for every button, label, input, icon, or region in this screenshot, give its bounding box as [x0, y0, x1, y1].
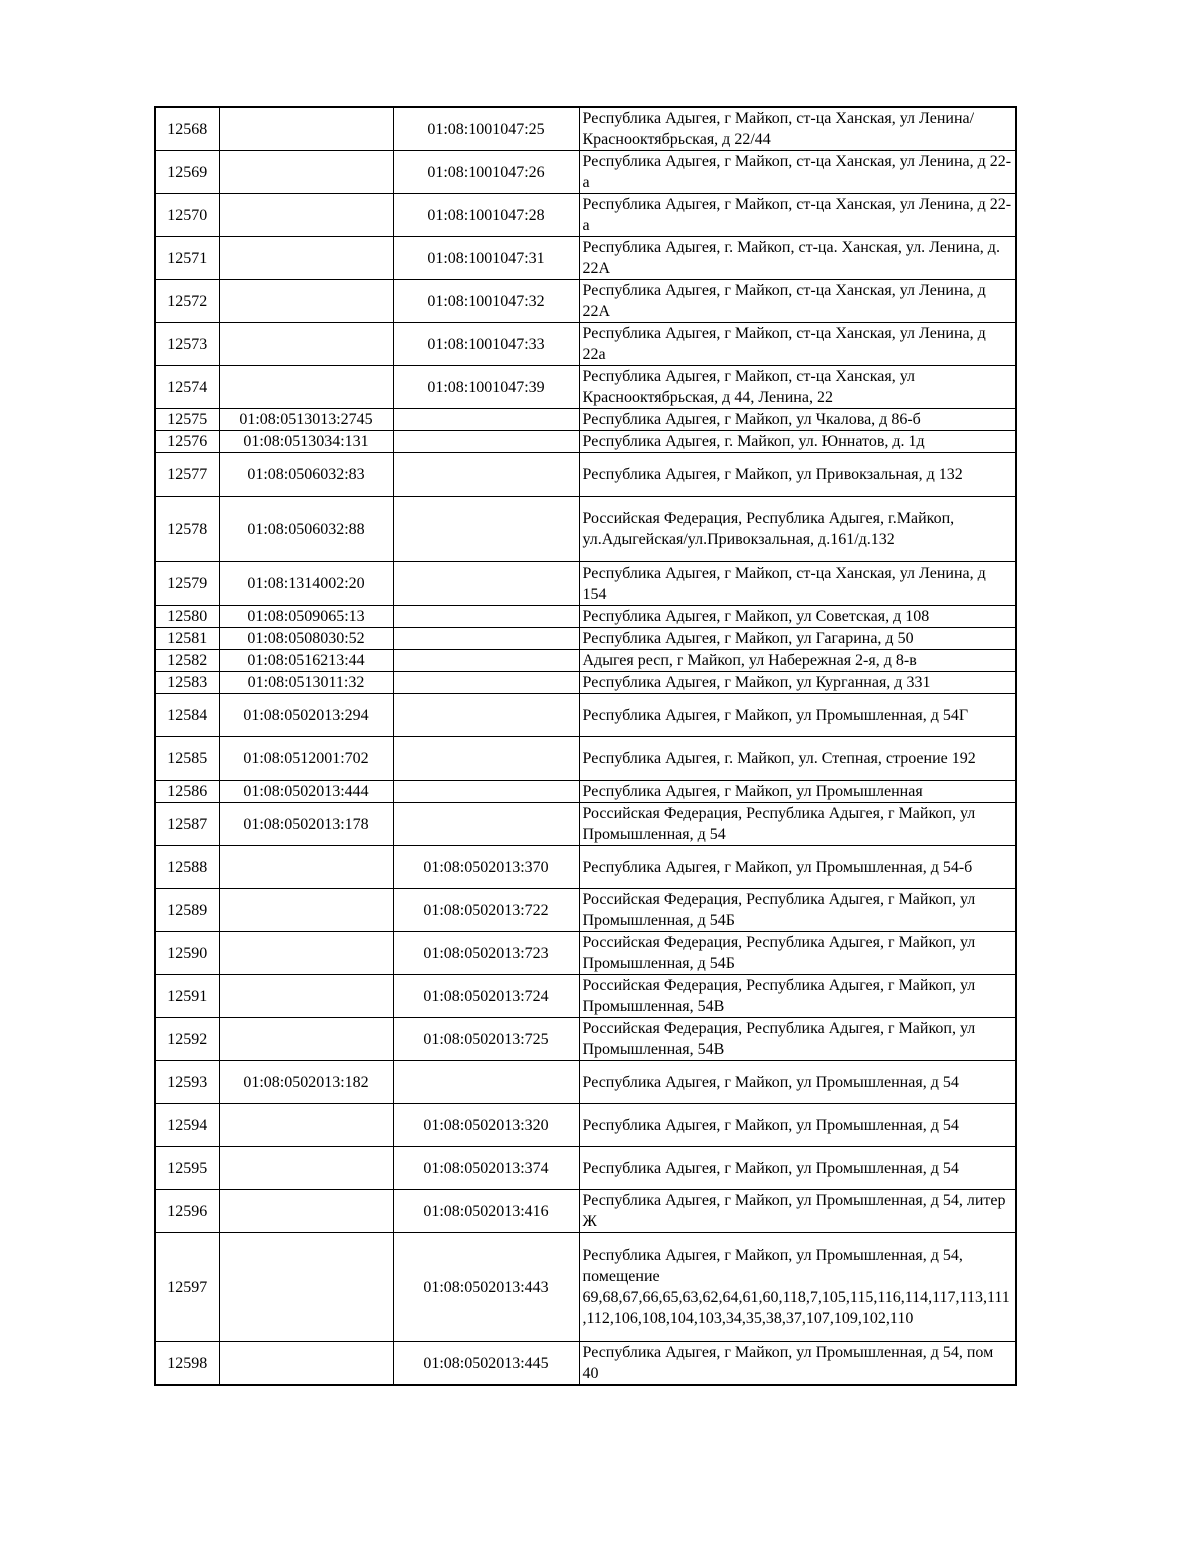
table-row — [155, 1147, 1016, 1190]
row-number-cell: 12598 — [155, 1342, 219, 1386]
address-cell: Республика Адыгея, г. Майкоп, ул. Юннатов, д. 1д — [579, 431, 1016, 453]
table-row — [155, 628, 1016, 650]
building-cadastral-number-cell: 01:08:1001047:25 — [393, 107, 579, 151]
building-cadastral-number-cell: 01:08:0502013:320 — [393, 1104, 579, 1147]
table-row — [155, 1104, 1016, 1147]
table-row — [155, 975, 1016, 1018]
table-row — [155, 737, 1016, 781]
land-cadastral-number-cell — [219, 366, 393, 409]
land-cadastral-number-cell: 01:08:0502013:294 — [219, 694, 393, 737]
table-row — [155, 409, 1016, 431]
building-cadastral-number-cell: 01:08:1001047:26 — [393, 151, 579, 194]
building-cadastral-number-cell — [393, 453, 579, 497]
row-number-cell: 12592 — [155, 1018, 219, 1061]
land-cadastral-number-cell — [219, 151, 393, 194]
table-row — [155, 781, 1016, 803]
address-cell: Российская Федерация, Республика Адыгея, г Майкоп, ул Промышленная, д 54Б — [579, 932, 1016, 975]
building-cadastral-number-cell: 01:08:0502013:724 — [393, 975, 579, 1018]
address-cell: Республика Адыгея, г Майкоп, ст-ца Ханская, ул Ленина, д 22-а — [579, 194, 1016, 237]
table-row — [155, 889, 1016, 932]
row-number-cell: 12583 — [155, 672, 219, 694]
table-row — [155, 562, 1016, 606]
row-number-cell: 12594 — [155, 1104, 219, 1147]
table-row — [155, 237, 1016, 280]
table-row — [155, 453, 1016, 497]
building-cadastral-number-cell: 01:08:0502013:374 — [393, 1147, 579, 1190]
address-cell: Республика Адыгея, г Майкоп, ул Чкалова, д 86-б — [579, 409, 1016, 431]
row-number-cell: 12593 — [155, 1061, 219, 1104]
row-number-cell: 12571 — [155, 237, 219, 280]
building-cadastral-number-cell: 01:08:1001047:33 — [393, 323, 579, 366]
building-cadastral-number-cell — [393, 562, 579, 606]
land-cadastral-number-cell — [219, 1147, 393, 1190]
row-number-cell: 12591 — [155, 975, 219, 1018]
address-cell: Республика Адыгея, г Майкоп, ул Привокзальная, д 132 — [579, 453, 1016, 497]
land-cadastral-number-cell: 01:08:0506032:83 — [219, 453, 393, 497]
address-cell: Республика Адыгея, г. Майкоп, ул. Степная, строение 192 — [579, 737, 1016, 781]
row-number-cell: 12579 — [155, 562, 219, 606]
land-cadastral-number-cell — [219, 194, 393, 237]
address-cell: Республика Адыгея, г Майкоп, ул Промышленная, д 54, литер Ж — [579, 1190, 1016, 1233]
table-row — [155, 1061, 1016, 1104]
row-number-cell: 12573 — [155, 323, 219, 366]
table-row — [155, 194, 1016, 237]
land-cadastral-number-cell: 01:08:0502013:178 — [219, 803, 393, 846]
row-number-cell: 12590 — [155, 932, 219, 975]
building-cadastral-number-cell — [393, 803, 579, 846]
building-cadastral-number-cell: 01:08:1001047:32 — [393, 280, 579, 323]
land-cadastral-number-cell: 01:08:1314002:20 — [219, 562, 393, 606]
address-cell: Республика Адыгея, г Майкоп, ст-ца Ханская, ул Ленина, д 154 — [579, 562, 1016, 606]
building-cadastral-number-cell — [393, 431, 579, 453]
land-cadastral-number-cell — [219, 846, 393, 889]
address-cell: Российская Федерация, Республика Адыгея, г Майкоп, ул Промышленная, 54В — [579, 975, 1016, 1018]
table-row — [155, 650, 1016, 672]
address-cell: Республика Адыгея, г Майкоп, ст-ца Ханская, ул Ленина, д 22А — [579, 280, 1016, 323]
building-cadastral-number-cell — [393, 737, 579, 781]
address-cell: Республика Адыгея, г. Майкоп, ст-ца. Ханская, ул. Ленина, д. 22А — [579, 237, 1016, 280]
building-cadastral-number-cell — [393, 628, 579, 650]
registry-body — [155, 107, 1016, 1385]
building-cadastral-number-cell: 01:08:1001047:28 — [393, 194, 579, 237]
building-cadastral-number-cell — [393, 694, 579, 737]
address-cell: Российская Федерация, Республика Адыгея, г Майкоп, ул Промышленная, д 54 — [579, 803, 1016, 846]
table-row — [155, 280, 1016, 323]
table-row — [155, 151, 1016, 194]
row-number-cell: 12569 — [155, 151, 219, 194]
land-cadastral-number-cell — [219, 932, 393, 975]
row-number-cell: 12575 — [155, 409, 219, 431]
address-cell: Республика Адыгея, г Майкоп, ул Промышленная, д 54 — [579, 1061, 1016, 1104]
address-cell: Республика Адыгея, г Майкоп, ул Промышленная, д 54Г — [579, 694, 1016, 737]
building-cadastral-number-cell — [393, 409, 579, 431]
land-cadastral-number-cell — [219, 1233, 393, 1342]
table-row — [155, 1342, 1016, 1386]
table-row — [155, 431, 1016, 453]
address-cell: Республика Адыгея, г Майкоп, ул Промышленная, д 54 — [579, 1147, 1016, 1190]
row-number-cell: 12574 — [155, 366, 219, 409]
address-cell: Республика Адыгея, г Майкоп, ст-ца Ханская, ул Ленина, д 22-а — [579, 151, 1016, 194]
row-number-cell: 12578 — [155, 497, 219, 562]
address-cell: Республика Адыгея, г Майкоп, ул Промышленная, д 54 — [579, 1104, 1016, 1147]
address-cell: Республика Адыгея, г Майкоп, ул Курганная, д 331 — [579, 672, 1016, 694]
building-cadastral-number-cell: 01:08:1001047:39 — [393, 366, 579, 409]
land-cadastral-number-cell — [219, 889, 393, 932]
row-number-cell: 12588 — [155, 846, 219, 889]
table-row — [155, 846, 1016, 889]
address-cell: Республика Адыгея, г Майкоп, ул Советская, д 108 — [579, 606, 1016, 628]
row-number-cell: 12580 — [155, 606, 219, 628]
row-number-cell: 12576 — [155, 431, 219, 453]
building-cadastral-number-cell — [393, 672, 579, 694]
table-row — [155, 366, 1016, 409]
address-cell: Российская Федерация, Республика Адыгея, г Майкоп, ул Промышленная, д 54Б — [579, 889, 1016, 932]
address-cell: Республика Адыгея, г Майкоп, ул Промышленная, д 54-б — [579, 846, 1016, 889]
table-row — [155, 497, 1016, 562]
table-row — [155, 803, 1016, 846]
row-number-cell: 12568 — [155, 107, 219, 151]
table-row — [155, 323, 1016, 366]
table-row — [155, 694, 1016, 737]
address-cell: Республика Адыгея, г Майкоп, ул Промышленная — [579, 781, 1016, 803]
row-number-cell: 12589 — [155, 889, 219, 932]
land-cadastral-number-cell — [219, 1018, 393, 1061]
land-cadastral-number-cell: 01:08:0513013:2745 — [219, 409, 393, 431]
building-cadastral-number-cell: 01:08:0502013:725 — [393, 1018, 579, 1061]
row-number-cell: 12597 — [155, 1233, 219, 1342]
building-cadastral-number-cell: 01:08:0502013:416 — [393, 1190, 579, 1233]
table-row — [155, 1233, 1016, 1342]
building-cadastral-number-cell: 01:08:0502013:445 — [393, 1342, 579, 1386]
address-cell: Республика Адыгея, г Майкоп, ул Промышленная, д 54, пом 40 — [579, 1342, 1016, 1386]
row-number-cell: 12596 — [155, 1190, 219, 1233]
building-cadastral-number-cell: 01:08:0502013:370 — [393, 846, 579, 889]
building-cadastral-number-cell: 01:08:0502013:722 — [393, 889, 579, 932]
property-registry-table — [154, 106, 1017, 1386]
building-cadastral-number-cell — [393, 650, 579, 672]
land-cadastral-number-cell: 01:08:0513011:32 — [219, 672, 393, 694]
address-cell: Республика Адыгея, г Майкоп, ул Промышленная, д 54, помещение 69,68,67,66,65,63,62,64,61,60,118,7,105,115,116,114,117,113,111,112,106,108,104,103,34,35,38,37,107,109,102,110 — [579, 1233, 1016, 1342]
address-cell: Российская Федерация, Республика Адыгея, г Майкоп, ул Промышленная, 54В — [579, 1018, 1016, 1061]
land-cadastral-number-cell — [219, 1342, 393, 1386]
row-number-cell: 12577 — [155, 453, 219, 497]
land-cadastral-number-cell — [219, 237, 393, 280]
address-cell: Российская Федерация, Республика Адыгея, г.Майкоп, ул.Адыгейская/ул.Привокзальная, д.161/д.132 — [579, 497, 1016, 562]
table-row — [155, 1018, 1016, 1061]
row-number-cell: 12585 — [155, 737, 219, 781]
address-cell: Республика Адыгея, г Майкоп, ст-ца Ханская, ул Ленина, д 22а — [579, 323, 1016, 366]
address-cell: Республика Адыгея, г Майкоп, ул Гагарина, д 50 — [579, 628, 1016, 650]
row-number-cell: 12582 — [155, 650, 219, 672]
building-cadastral-number-cell — [393, 497, 579, 562]
table-row — [155, 606, 1016, 628]
land-cadastral-number-cell — [219, 1104, 393, 1147]
address-cell: Республика Адыгея, г Майкоп, ст-ца Ханская, ул Ленина/Краснооктябрьская, д 22/44 — [579, 107, 1016, 151]
table-row — [155, 932, 1016, 975]
table-row — [155, 107, 1016, 151]
table-row — [155, 672, 1016, 694]
land-cadastral-number-cell: 01:08:0508030:52 — [219, 628, 393, 650]
table-row — [155, 1190, 1016, 1233]
building-cadastral-number-cell — [393, 781, 579, 803]
row-number-cell: 12572 — [155, 280, 219, 323]
building-cadastral-number-cell: 01:08:0502013:443 — [393, 1233, 579, 1342]
row-number-cell: 12570 — [155, 194, 219, 237]
building-cadastral-number-cell — [393, 1061, 579, 1104]
row-number-cell: 12581 — [155, 628, 219, 650]
land-cadastral-number-cell: 01:08:0516213:44 — [219, 650, 393, 672]
land-cadastral-number-cell — [219, 975, 393, 1018]
row-number-cell: 12586 — [155, 781, 219, 803]
building-cadastral-number-cell: 01:08:1001047:31 — [393, 237, 579, 280]
row-number-cell: 12595 — [155, 1147, 219, 1190]
address-cell: Республика Адыгея, г Майкоп, ст-ца Ханская, ул Краснооктябрьская, д 44, Ленина, 22 — [579, 366, 1016, 409]
row-number-cell: 12587 — [155, 803, 219, 846]
address-cell: Адыгея респ, г Майкоп, ул Набережная 2-я, д 8-в — [579, 650, 1016, 672]
land-cadastral-number-cell: 01:08:0512001:702 — [219, 737, 393, 781]
land-cadastral-number-cell — [219, 1190, 393, 1233]
land-cadastral-number-cell: 01:08:0509065:13 — [219, 606, 393, 628]
row-number-cell: 12584 — [155, 694, 219, 737]
land-cadastral-number-cell — [219, 107, 393, 151]
land-cadastral-number-cell: 01:08:0513034:131 — [219, 431, 393, 453]
land-cadastral-number-cell — [219, 323, 393, 366]
building-cadastral-number-cell — [393, 606, 579, 628]
land-cadastral-number-cell — [219, 280, 393, 323]
land-cadastral-number-cell: 01:08:0502013:444 — [219, 781, 393, 803]
land-cadastral-number-cell: 01:08:0502013:182 — [219, 1061, 393, 1104]
building-cadastral-number-cell: 01:08:0502013:723 — [393, 932, 579, 975]
land-cadastral-number-cell: 01:08:0506032:88 — [219, 497, 393, 562]
